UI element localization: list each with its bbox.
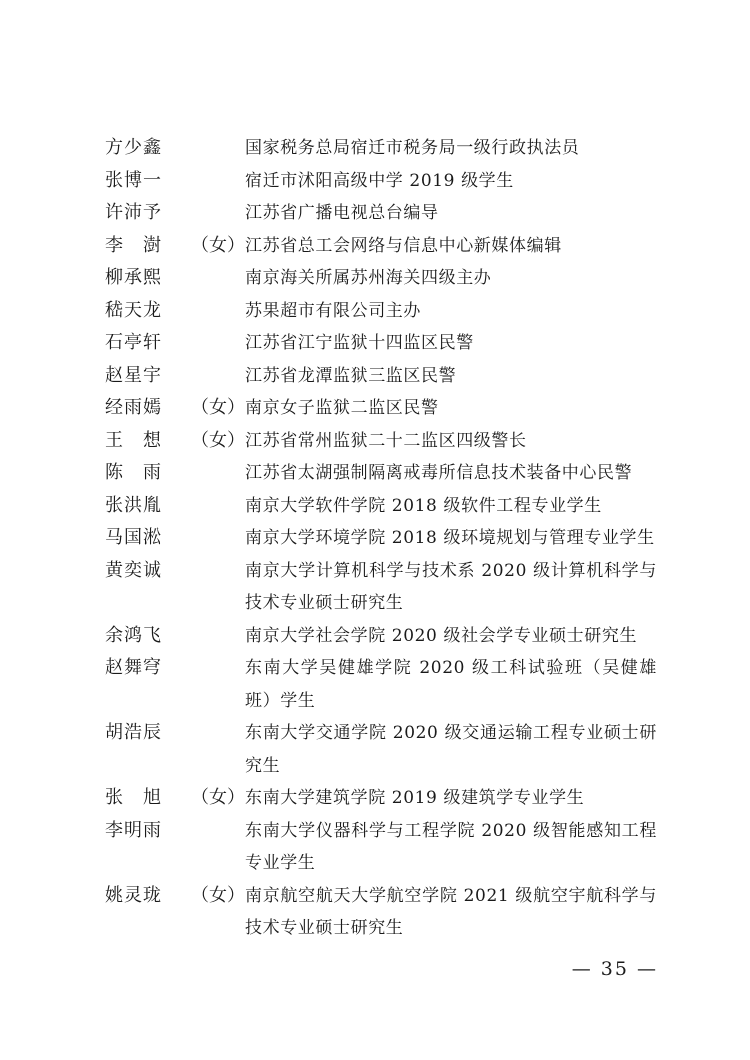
list-item: [105, 457, 665, 490]
person-name: 赵星宇: [105, 364, 162, 386]
person-name: 许沛予: [105, 202, 162, 223]
list-item: [105, 880, 665, 945]
person-affiliation: 南京大学环境学院 2018 级环境规划与管理专业学生: [245, 528, 655, 548]
person-name: 胡浩辰: [105, 722, 162, 743]
person-affiliation: 南京海关所属苏州海关四级主办: [245, 268, 492, 288]
person-name: 赵舞穹: [105, 657, 162, 678]
person-affiliation: 南京女子监狱二监区民警: [245, 398, 439, 418]
person-name: 嵇天龙: [105, 299, 162, 321]
person-name: 李 澍: [105, 234, 162, 256]
list-item: [105, 132, 665, 165]
list-item: [105, 522, 665, 555]
person-name: 石亭轩: [105, 332, 162, 353]
person-name: 马国淞: [105, 527, 162, 548]
list-item: [105, 327, 665, 360]
list-item: [105, 425, 665, 458]
person-affiliation: 东南大学交通学院 2020 级交通运输工程专业硕士研究生: [245, 723, 657, 776]
person-affiliation: 南京大学软件学院 2018 级软件工程专业学生: [245, 495, 602, 516]
person-name: 陈 雨: [105, 462, 162, 483]
list-item: [105, 230, 665, 263]
list-item: [105, 295, 665, 328]
person-name: 李明雨: [105, 819, 162, 841]
person-name: 方少鑫: [105, 137, 162, 158]
page-number: — 35 —: [571, 958, 658, 980]
list-item: [105, 197, 665, 230]
person-affiliation: 南京大学计算机科学与技术系 2020 级计算机科学与技术专业硕士研究生: [245, 560, 657, 613]
gender-note: （女）: [191, 397, 245, 418]
gender-note: （女）: [191, 429, 245, 451]
person-affiliation: 苏果超市有限公司主办: [245, 300, 421, 321]
list-item: [105, 490, 665, 523]
person-affiliation: 江苏省江宁监狱十四监区民警: [245, 333, 474, 353]
person-name: 王 想: [105, 429, 162, 451]
list-item: [105, 262, 665, 295]
list-item: [105, 555, 665, 620]
person-affiliation: 江苏省龙潭监狱三监区民警: [245, 365, 457, 386]
person-name: 张 旭: [105, 787, 162, 808]
person-name: 张洪胤: [105, 494, 162, 516]
list-item: [105, 782, 665, 815]
person-affiliation: 东南大学吴健雄学院 2020 级工科试验班（吴健雄班）学生: [245, 658, 657, 711]
person-name: 张博一: [105, 169, 162, 191]
list-item: [105, 392, 665, 425]
person-affiliation: 东南大学建筑学院 2019 级建筑学专业学生: [245, 788, 585, 808]
person-affiliation: 东南大学仪器科学与工程学院 2020 级智能感知工程专业学生: [245, 820, 657, 873]
person-affiliation: 宿迁市沭阳高级中学 2019 级学生: [245, 170, 514, 191]
list-item: [105, 717, 665, 782]
person-name: 姚灵珑: [105, 884, 162, 906]
list-item: [105, 815, 665, 880]
person-affiliation: 江苏省常州监狱二十二监区四级警长: [245, 430, 527, 451]
person-affiliation: 南京大学社会学院 2020 级社会学专业硕士研究生: [245, 625, 638, 646]
person-affiliation: 南京航空航天大学航空学院 2021 级航空宇航科学与技术专业硕士研究生: [245, 885, 657, 938]
gender-note: （女）: [191, 787, 245, 808]
list-item: [105, 620, 665, 653]
person-name: 经雨嫣: [105, 397, 162, 418]
person-affiliation: 江苏省总工会网络与信息中心新媒体编辑: [245, 235, 562, 256]
list-item: [105, 360, 665, 393]
person-affiliation: 江苏省太湖强制隔离戒毒所信息技术装备中心民警: [245, 463, 633, 483]
person-affiliation: 国家税务总局宿迁市税务局一级行政执法员: [245, 138, 580, 158]
person-name: 柳承熙: [105, 267, 162, 288]
list-item: [105, 165, 665, 198]
person-name: 黄奕诚: [105, 559, 162, 581]
person-affiliation: 江苏省广播电视总台编导: [245, 203, 439, 223]
gender-note: （女）: [191, 234, 245, 256]
list-item: [105, 652, 665, 717]
award-list: [105, 132, 665, 945]
gender-note: （女）: [191, 884, 245, 906]
person-name: 余鸿飞: [105, 624, 162, 646]
